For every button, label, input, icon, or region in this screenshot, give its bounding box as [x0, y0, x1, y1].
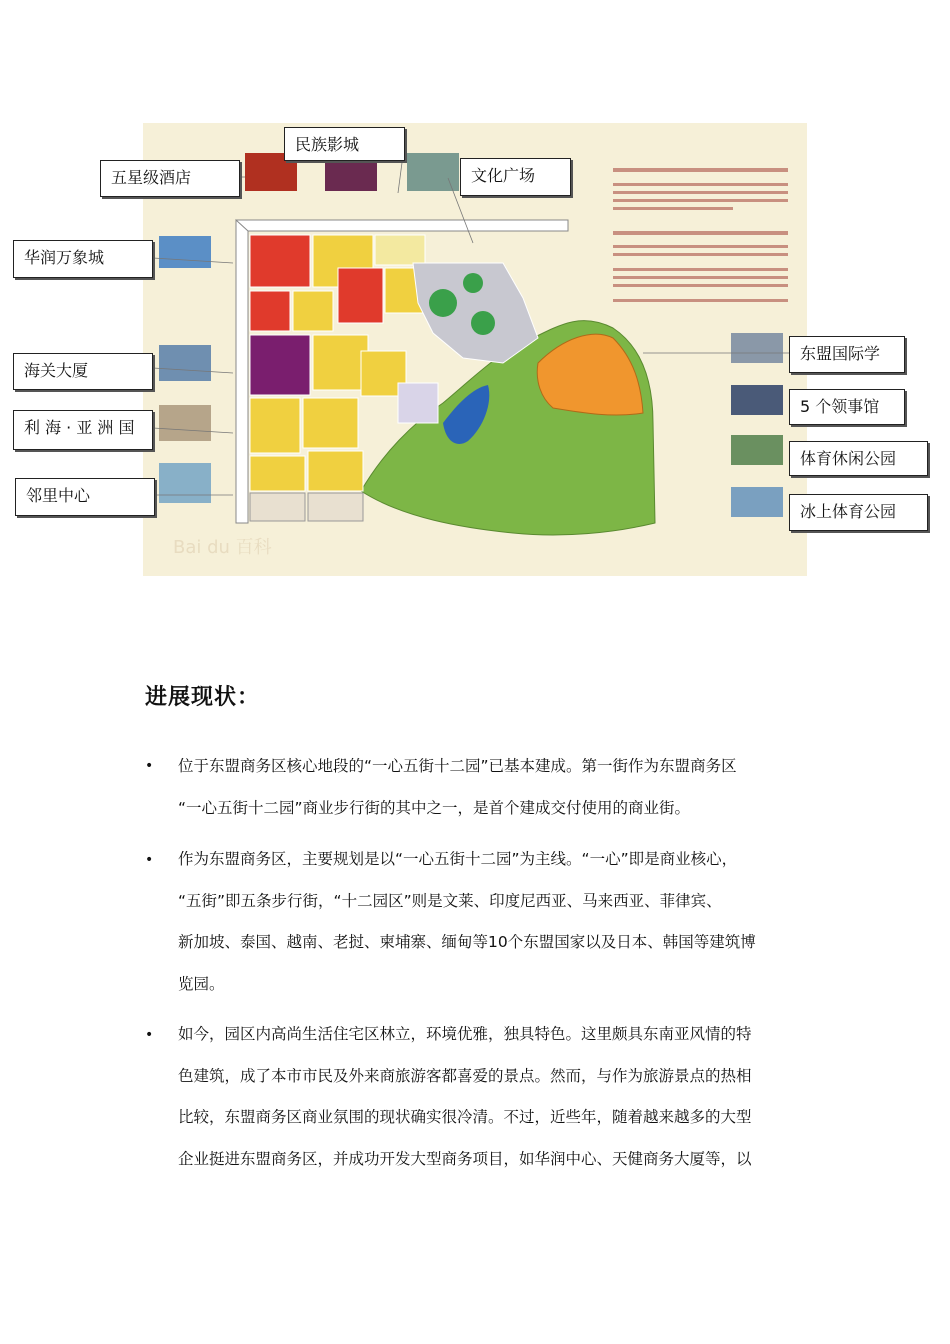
paragraph-line: 览园。: [178, 974, 225, 993]
watermark: Bai du 百科: [173, 537, 272, 558]
paragraph-2: [178, 839, 818, 1005]
section-title: 进展现状：: [145, 685, 261, 710]
paragraph-3: [178, 1014, 818, 1180]
bullet-3: •: [145, 1027, 154, 1043]
callout-minzu-cinema: 民族影城: [284, 127, 405, 161]
paragraph-line: “五街”即五条步行街，“十二园区”则是文莱、印度尼西亚、马来西亚、菲律宾、: [178, 891, 722, 910]
callout-lihai-asia: 利 海 · 亚 洲 国: [13, 410, 153, 450]
paragraph-line: 位于东盟商务区核心地段的“一心五街十二园”已基本建成。第一街作为东盟商务区: [178, 757, 737, 775]
callout-sports-park: 体育休闲公园: [789, 441, 928, 476]
bullet-1: •: [145, 758, 154, 774]
callout-ice-sports-park: 冰上体育公园: [789, 494, 928, 531]
callout-asean-international-school: 东盟国际学: [789, 336, 905, 373]
callout-neighborhood-center: 邻里中心: [15, 478, 155, 516]
callout-huarun-mixc: 华润万象城: [13, 240, 153, 278]
paragraph-line: 比较，东盟商务区商业氛围的现状确实很冷清。不过，近些年，随着越来越多的大型: [178, 1108, 752, 1126]
paragraph-line: 作为东盟商务区，主要规划是以“一心五街十二园”为主线。“一心”即是商业核心，: [178, 850, 738, 868]
paragraph-line: 如今，园区内高尚生活住宅区林立，环境优雅，独具特色。这里颇具东南亚风情的特: [178, 1025, 752, 1043]
paragraph-line: 企业挺进东盟商务区，并成功开发大型商务项目，如华润中心、天健商务大厦等，以: [178, 1149, 752, 1168]
paragraph-1: [178, 746, 818, 829]
paragraph-line: 新加坡、泰国、越南、老挝、柬埔寨、缅甸等10个东盟国家以及日本、韩国等建筑博: [178, 933, 756, 951]
callout-customs-building: 海关大厦: [13, 353, 153, 390]
callout-culture-square: 文化广场: [460, 158, 571, 196]
bullet-2: •: [145, 852, 154, 868]
paragraph-line: 色建筑，成了本市市民及外来商旅游客都喜爱的景点。然而，与作为旅游景点的热相: [178, 1066, 752, 1085]
callout-five-star-hotel: 五星级酒店: [100, 160, 240, 197]
callout-five-consulates: 5 个领事馆: [789, 389, 905, 425]
paragraph-line: “一心五街十二园”商业步行街的其中之一，是首个建成交付使用的商业街。: [178, 798, 691, 817]
